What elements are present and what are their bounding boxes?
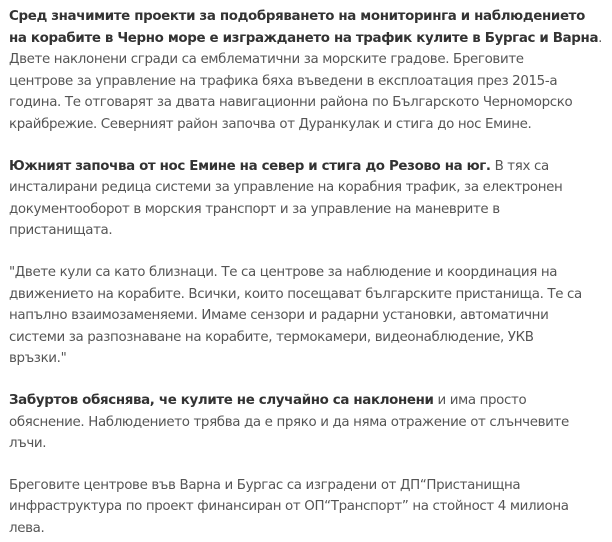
article-paragraph xyxy=(9,156,612,242)
text-line xyxy=(9,433,612,455)
text-line xyxy=(9,412,612,434)
text-line xyxy=(9,262,612,284)
article-paragraph xyxy=(9,390,612,455)
article-paragraph xyxy=(9,262,612,370)
bold-text: Сред значимите проекти за подобряването на мониторинга и наблюдението xyxy=(9,9,585,24)
text: и има просто xyxy=(433,392,527,408)
text: лъчи. xyxy=(9,436,47,452)
bold-text: Южният започва от нос Емине на север и стига до Резово на юг. xyxy=(9,158,491,174)
text: Двете наклонени сгради са емблематични за морските градове. Бреговите xyxy=(9,52,524,68)
article-paragraph xyxy=(9,6,612,136)
text-line xyxy=(9,518,612,540)
bold-text: на корабите в Черно море е изграждането на трафик кулите в Бургас и Варна xyxy=(9,30,599,46)
bold-text: Забуртов обяснява, че кулите не случайно са наклонени xyxy=(9,392,434,408)
text-line xyxy=(9,220,612,242)
text: В тях са xyxy=(490,158,549,174)
text: лева. xyxy=(9,520,45,536)
text-line xyxy=(9,327,612,349)
text-line xyxy=(9,6,612,28)
text-line xyxy=(9,390,612,412)
text-line xyxy=(9,199,612,221)
text-line xyxy=(9,92,612,114)
text-line xyxy=(9,156,612,178)
text-line xyxy=(9,177,612,199)
text: инсталирани редица системи за управление на корабния трафик, за електронен xyxy=(9,180,563,196)
text: напълно взаимозаменяеми. Имаме сензори и радарни установки, автоматични xyxy=(9,308,549,324)
article-paragraph xyxy=(9,475,612,540)
text-line xyxy=(9,305,612,327)
text: инфраструктура по проект финансиран от ОП“Транспорт” на стойност 4 милиона xyxy=(9,499,569,515)
text-line xyxy=(9,49,612,71)
text: година. Те отговарят за двата навигационни района по Българското Черноморско xyxy=(9,95,573,111)
text-line xyxy=(9,496,612,518)
text-line xyxy=(9,475,612,497)
text: движението на корабите. Всички, които посещават българските пристанища. Те са xyxy=(9,286,582,302)
text-line xyxy=(9,348,612,370)
text-line xyxy=(9,114,612,136)
text: "Двете кули са като близнаци. Те са центрове за наблюдение и координация на xyxy=(9,264,558,280)
text: обяснение. Наблюдението трябва да е пряко и да няма отражение от слънчевите xyxy=(9,414,569,430)
text: връзки." xyxy=(9,351,67,367)
text: Бреговите центрове във Варна и Бургас са изградени от ДП“Пристанищна xyxy=(9,477,521,493)
text-line xyxy=(9,71,612,93)
text-line xyxy=(9,284,612,306)
text: . xyxy=(598,30,603,46)
text: центрове за управление на трафика бяха въведени в експлоатация през 2015-а xyxy=(9,73,558,89)
text: крайбрежие. Северният район започва от Дуранкулак и стига до нос Емине. xyxy=(9,116,532,132)
text: системи за разпознаване на корабите, термокамери, видеонаблюдение, УКВ xyxy=(9,329,534,345)
text-line xyxy=(9,28,612,50)
text: пристанищата. xyxy=(9,223,113,239)
text: документооборот в морския транспорт и за управление на маневрите в xyxy=(9,201,500,217)
